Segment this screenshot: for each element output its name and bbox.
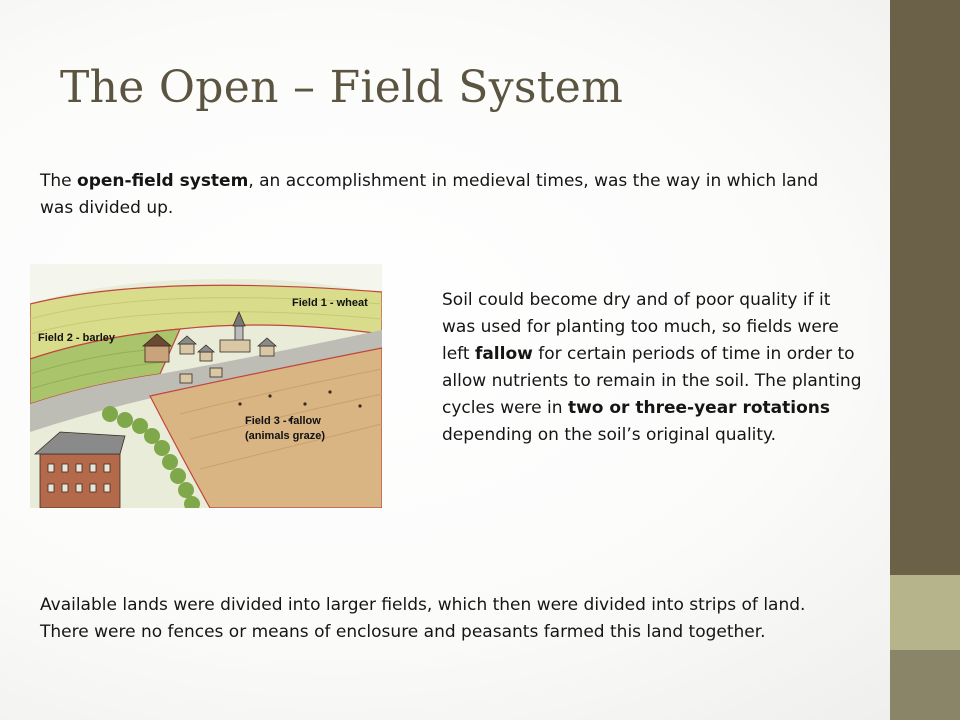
side-accent-block-dark bbox=[890, 650, 960, 720]
label-field-3-sub: (animals graze) bbox=[245, 430, 326, 442]
intro-bold-term: open-field system bbox=[77, 171, 249, 191]
bottom-paragraph: Available lands were divided into larger fields, which then were divided into strips of land. There were no fences or means of enclosure and peasants farmed this land together. bbox=[40, 595, 806, 642]
intro-paragraph: The open-field system, an accomplishment in medieval times, was the way in which land was divided up. bbox=[40, 171, 819, 218]
label-field-2: Field 2 - barley bbox=[38, 332, 116, 344]
side-accent-block-light bbox=[890, 575, 960, 650]
fallow-term: fallow bbox=[474, 344, 533, 364]
rotation-term: two or three-year rotations bbox=[567, 398, 830, 418]
soil-paragraph: Soil could become dry and of poor quality if it was used for planting too much, so fields were left fallow for certain periods of time in order to allow nutrients to remain in the soil. The planting cycles were in two or three-year rotations depending on the soil’s original quality. bbox=[442, 290, 862, 445]
label-field-3: Field 3 - fallow bbox=[245, 415, 321, 427]
slide-title: The Open – Field System bbox=[60, 62, 624, 113]
label-field-1: Field 1 - wheat bbox=[292, 297, 368, 309]
open-field-illustration bbox=[30, 264, 382, 508]
